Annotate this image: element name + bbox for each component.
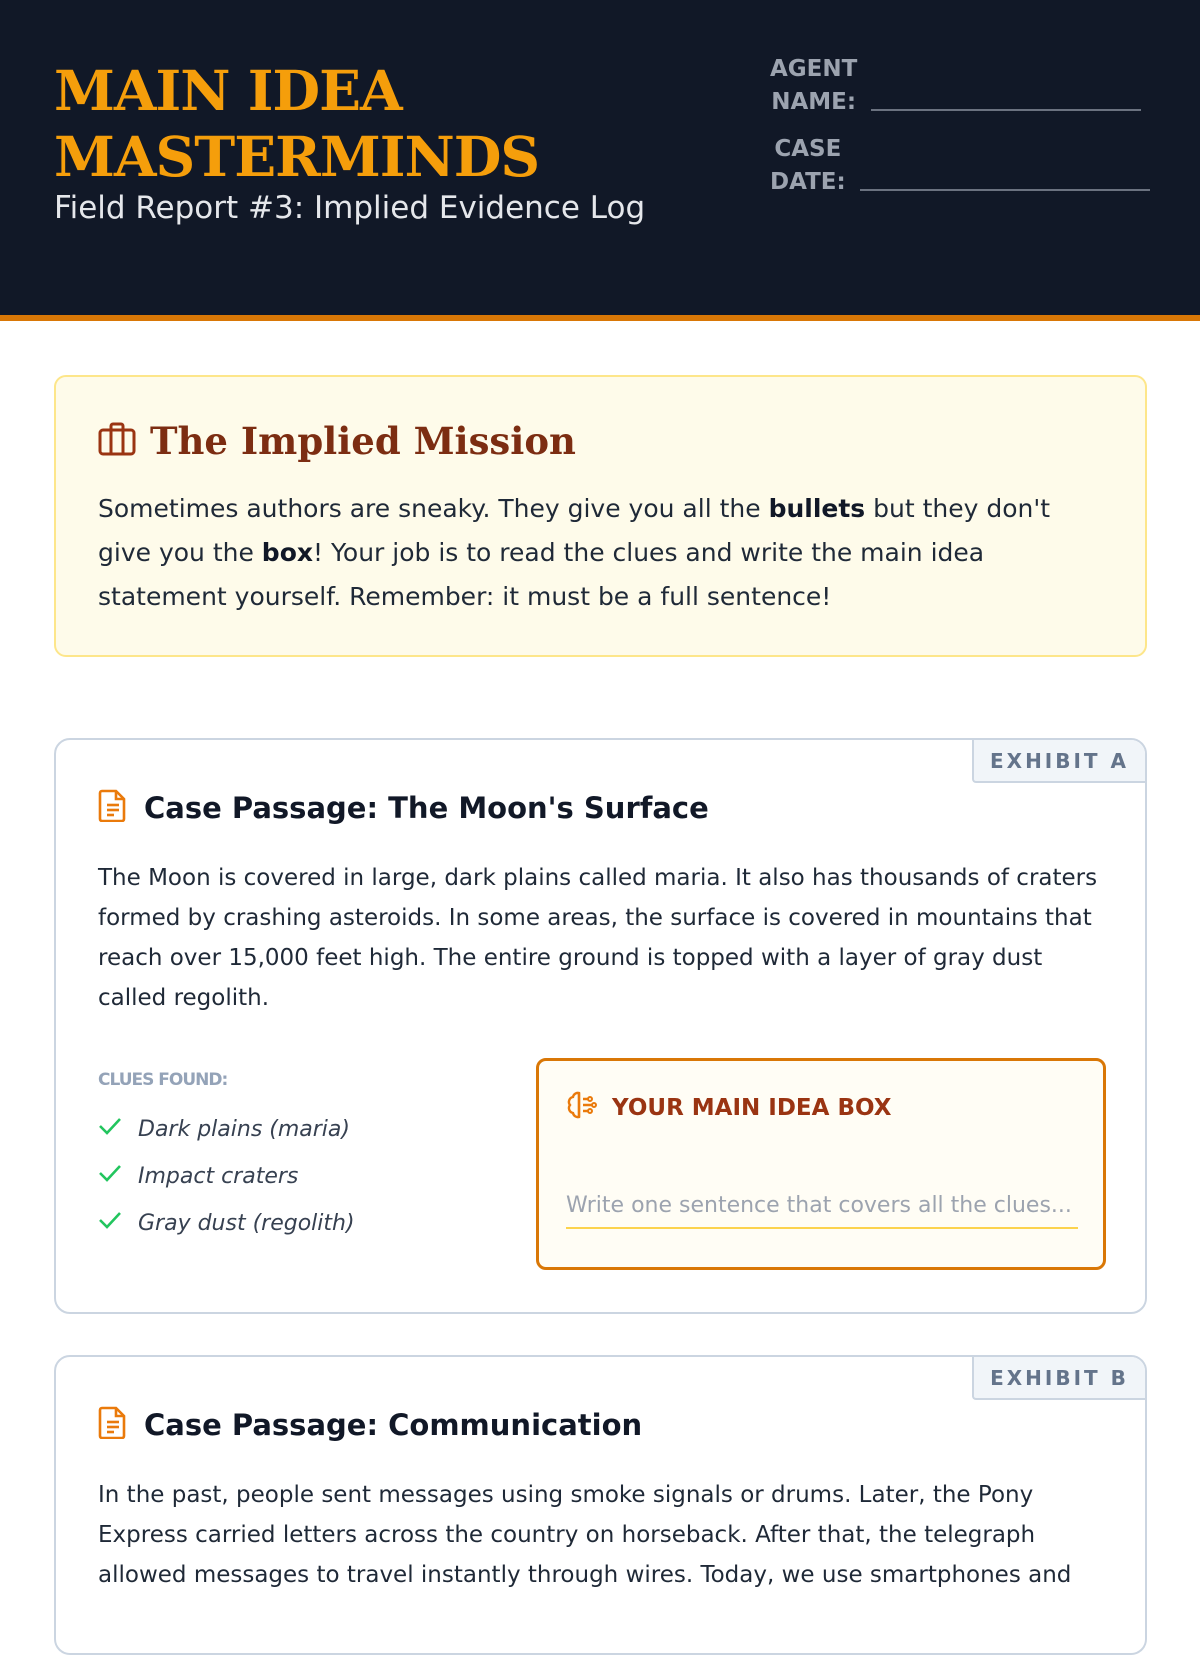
check-icon [98, 1163, 124, 1189]
agent-name-label [770, 53, 857, 119]
page-header [0, 0, 1200, 321]
exhibit-tag: EXHIBIT B [972, 1357, 1145, 1400]
briefcase-icon [98, 422, 136, 461]
clue-item [98, 1116, 350, 1142]
case-title: Case Passage: The Moon's Surface [144, 790, 709, 825]
main-idea-title: YOUR MAIN IDEA BOX [612, 1094, 892, 1121]
agent-name-row [770, 53, 1141, 119]
main-idea-box [536, 1058, 1106, 1270]
mission-card [54, 375, 1147, 657]
title-line-1: MAIN IDEA [54, 58, 402, 123]
mission-title: The Implied Mission [150, 419, 576, 463]
exhibit-tag: EXHIBIT A [972, 740, 1145, 783]
mission-text [98, 487, 1108, 619]
clue-item [98, 1163, 298, 1189]
page-title [54, 58, 694, 190]
mission-header [98, 419, 576, 463]
agent-name-field[interactable] [871, 109, 1141, 111]
date-label-line-1: CASE [774, 136, 842, 162]
mission-bold-bullets: bullets [768, 494, 866, 523]
check-icon [98, 1116, 124, 1142]
clue-text: Dark plains (maria) [138, 1116, 350, 1142]
clues-label: CLUES FOUND: [98, 1070, 228, 1090]
agent-label-line-2: NAME: [771, 89, 857, 115]
case-passage: In the past, people sent messages using smoke signals or drums. Later, the Pony Express carried letters across the country on horseback. After that, the telegraph allowed messages to travel instantly through wires. Today, we use smartphones and [98, 1482, 1072, 1588]
clue-text: Gray dust (regolith) [138, 1210, 355, 1236]
mission-text-part-2: but they don't give you the [98, 494, 1051, 567]
exhibit-card-b [54, 1355, 1147, 1655]
case-header [98, 1405, 642, 1444]
date-label-line-2: DATE: [770, 169, 846, 195]
mission-text-part-1: Sometimes authors are sneaky. They give you all the [98, 494, 769, 523]
mission-text-part-3: ! Your job is to read the clues and write the main idea statement yourself. Remember: it must be a full sentence! [98, 538, 985, 611]
mission-bold-box: box [261, 538, 313, 567]
clue-item [98, 1210, 355, 1236]
title-line-2: MASTERMINDS [54, 124, 540, 189]
document-icon [98, 1405, 128, 1444]
case-passage: The Moon is covered in large, dark plains called maria. It also has thousands of craters formed by crashing asteroids. In some areas, the surface is covered in mountains that reach over 15,000 feet high. The entire ground is topped with a layer of gray dust called regolith. [98, 865, 1098, 1011]
brain-icon [566, 1089, 598, 1126]
exhibit-card-a [54, 738, 1147, 1314]
case-date-row [770, 133, 1150, 199]
main-idea-input[interactable] [566, 1183, 1078, 1229]
main-idea-header [566, 1089, 891, 1126]
check-icon [98, 1210, 124, 1236]
clue-text: Impact craters [138, 1163, 299, 1189]
page-subtitle: Field Report #3: Implied Evidence Log [54, 190, 646, 226]
document-icon [98, 788, 128, 827]
case-date-label [770, 133, 846, 199]
case-title: Case Passage: Communication [144, 1407, 643, 1442]
case-date-field[interactable] [860, 189, 1150, 191]
case-header [98, 788, 709, 827]
agent-label-line-1: AGENT [770, 56, 858, 82]
